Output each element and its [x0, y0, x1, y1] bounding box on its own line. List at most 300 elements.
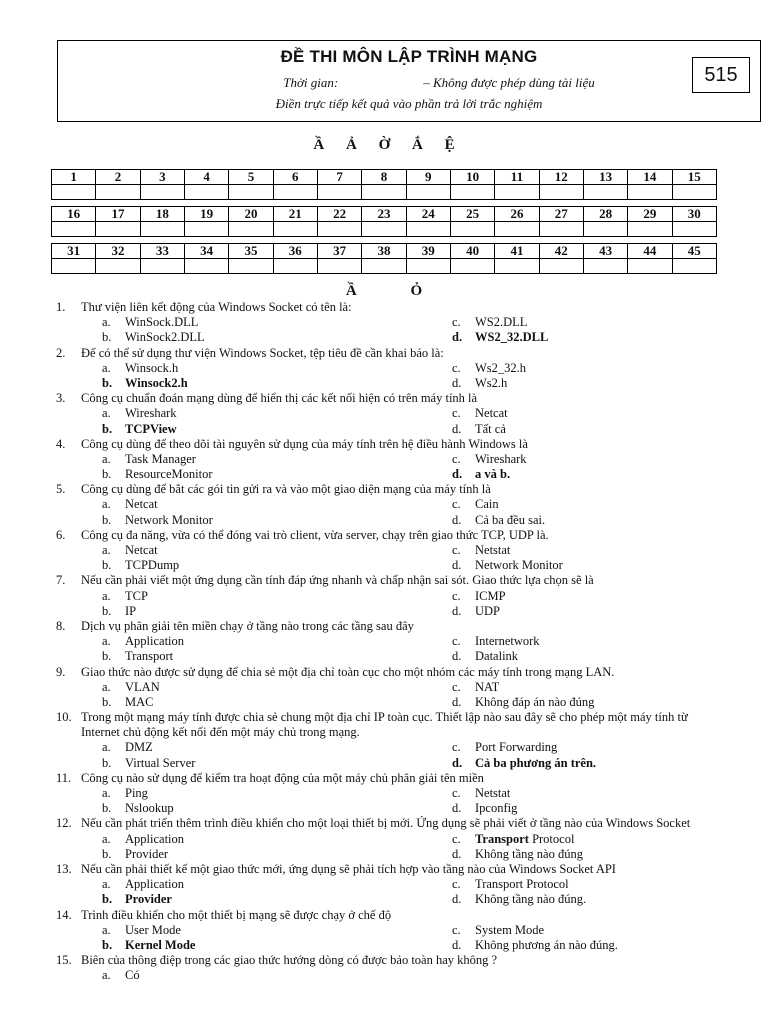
- option-text: IP: [125, 603, 137, 618]
- option-text: Netcat: [125, 497, 158, 512]
- option-text: Application: [125, 877, 185, 892]
- question-stem: [56, 391, 756, 406]
- option-text: [475, 361, 526, 376]
- option-letter: b.: [102, 421, 113, 436]
- option-text-rest: NAT: [475, 679, 500, 694]
- option-text: Cả ba phương án trên.: [475, 755, 597, 770]
- question-stem: [56, 908, 756, 923]
- answer-input-cell[interactable]: [672, 222, 716, 237]
- answer-input-cell[interactable]: [628, 222, 672, 237]
- answer-number-cell: 31: [52, 244, 96, 259]
- option-text: UDP: [475, 603, 501, 618]
- answer-number-cell: 11: [495, 170, 539, 185]
- option-letter: b.: [102, 649, 112, 664]
- option-letter: d.: [452, 892, 462, 907]
- option-text: Không đáp án nào đúng: [475, 694, 595, 709]
- option-text: [475, 832, 574, 847]
- option-row: [56, 680, 756, 695]
- option-text: [475, 497, 499, 512]
- option-letter: c.: [452, 679, 461, 694]
- answer-number-cell: 45: [672, 244, 716, 259]
- option-row: [56, 832, 756, 847]
- answer-input-cell[interactable]: [495, 222, 539, 237]
- option-row: [56, 452, 756, 467]
- answer-grid-blank-row: [52, 259, 717, 274]
- option-letter: d.: [452, 603, 462, 618]
- question-text: Công cụ dùng để theo dõi tài nguyên sử dụng của máy tính trên hệ điều hành Windows là: [81, 436, 528, 451]
- exam-rules-line2: Điền trực tiếp kết quả vào phần trả lời trắc nghiệm: [275, 96, 543, 111]
- answer-input-cell[interactable]: [140, 222, 184, 237]
- answer-input-cell[interactable]: [317, 259, 361, 274]
- option-text: Nslookup: [125, 801, 174, 816]
- answer-input-cell[interactable]: [539, 185, 583, 200]
- answer-number-cell: 27: [539, 207, 583, 222]
- option-letter: a.: [102, 451, 111, 466]
- option-row: [56, 786, 756, 801]
- question-text: Biên của thông điệp trong các giao thức hướng dòng có được bảo toàn hay không ?: [81, 953, 498, 968]
- option-text-rest: Cain: [475, 497, 499, 512]
- option-text: MAC: [125, 694, 154, 709]
- question-text: Giao thức nào được sử dụng để chia sẻ một địa chỉ toàn cục cho một nhóm các máy tính trong mạng LAN.: [81, 664, 615, 679]
- option-text: Network Monitor: [475, 558, 563, 573]
- option-letter: b.: [102, 694, 112, 709]
- option-letter: a.: [102, 922, 111, 937]
- question-number: 8.: [56, 618, 66, 633]
- answer-number-cell: 13: [583, 170, 627, 185]
- answer-number-cell: 24: [406, 207, 450, 222]
- answer-number-cell: 25: [450, 207, 494, 222]
- option-text: Netcat: [125, 543, 158, 557]
- answer-input-cell[interactable]: [229, 259, 273, 274]
- option-text: [475, 923, 544, 938]
- answer-input-cell[interactable]: [495, 185, 539, 200]
- answer-number-cell: 7: [317, 170, 361, 185]
- answer-input-cell[interactable]: [450, 259, 494, 274]
- question-text: Trình điều khiển cho một thiết bị mạng sẽ được chạy ở chế độ: [81, 907, 392, 922]
- option-letter: d.: [452, 846, 462, 861]
- no-materials-rule: – Không được phép dùng tài liệu: [423, 75, 595, 90]
- exam-title: ĐỀ THI MÔN LẬP TRÌNH MẠNG: [280, 47, 538, 66]
- answer-input-cell[interactable]: [317, 222, 361, 237]
- answer-input-cell[interactable]: [450, 222, 494, 237]
- answer-number-cell: 40: [450, 244, 494, 259]
- option-text: WinSock2.DLL: [125, 330, 205, 345]
- option-letter: c.: [452, 543, 461, 557]
- answer-input-cell[interactable]: [229, 222, 273, 237]
- answer-number-cell: 35: [229, 244, 273, 259]
- option-letter: c.: [452, 877, 461, 892]
- option-text-rest: WS2.DLL: [475, 315, 528, 330]
- option-text: [475, 589, 506, 604]
- option-letter: b.: [102, 375, 113, 390]
- answer-number-cell: 43: [583, 244, 627, 259]
- option-letter: a.: [102, 543, 111, 557]
- question-text: Thư viện liên kết động của Windows Socket có tên là:: [81, 300, 352, 314]
- option-row: [56, 558, 756, 573]
- option-text: Virtual Server: [125, 755, 196, 770]
- option-text-emphasis: Transport: [475, 831, 529, 846]
- answer-number-cell: 44: [628, 244, 672, 259]
- answer-number-cell: 1: [52, 170, 96, 185]
- question-stem: [56, 710, 756, 725]
- option-text: Transport: [125, 649, 174, 664]
- option-text: a và b.: [475, 467, 511, 482]
- question-number: 3.: [56, 391, 66, 406]
- option-letter: d.: [452, 467, 463, 482]
- option-letter: d.: [452, 375, 462, 390]
- question-stem: [56, 346, 756, 361]
- option-text: TCP: [125, 588, 148, 603]
- answer-number-cell: 34: [184, 244, 228, 259]
- question-number: 4.: [56, 436, 66, 451]
- option-letter: b.: [102, 801, 112, 816]
- answer-number-cell: 8: [362, 170, 406, 185]
- option-text-rest: System Mode: [475, 922, 545, 937]
- option-text: [475, 680, 499, 695]
- option-text: Application: [125, 634, 185, 649]
- answer-number-cell: 42: [539, 244, 583, 259]
- option-text-rest: Netstat: [475, 543, 511, 557]
- answer-grid-blank-row: [52, 222, 717, 237]
- option-letter: a.: [102, 740, 111, 755]
- question-text: Trong một mạng máy tính được chia sẻ chung một địa chỉ IP toàn cục. Thiết lập nào sau đây sẽ cho phép một máy tính từ: [81, 710, 688, 725]
- answer-number-cell: 17: [96, 207, 140, 222]
- question-text: Nếu cần phải thiết kế một giao thức mới, ứng dụng sẽ phải tích hợp vào tầng nào của Windows Socket API: [81, 861, 616, 876]
- answer-grid-number-row: [52, 170, 717, 185]
- option-text: [475, 315, 527, 330]
- question-stem: [56, 816, 756, 831]
- answer-number-cell: 16: [52, 207, 96, 222]
- option-letter: a.: [102, 968, 111, 983]
- answer-input-cell[interactable]: [495, 259, 539, 274]
- answer-input-cell[interactable]: [628, 259, 672, 274]
- option-letter: c.: [452, 497, 461, 512]
- answer-grid: [51, 169, 717, 274]
- exam-header: [57, 40, 761, 122]
- option-text: Task Manager: [125, 451, 196, 466]
- answer-grid-number-row: [52, 244, 717, 259]
- answer-input-cell[interactable]: [96, 222, 140, 237]
- option-letter: d.: [452, 512, 462, 527]
- question-stem: [56, 528, 756, 543]
- answer-number-cell: 2: [96, 170, 140, 185]
- option-text: User Mode: [125, 922, 181, 937]
- option-row: [56, 330, 756, 345]
- option-letter: b.: [102, 846, 112, 861]
- option-row: [56, 315, 756, 330]
- option-letter: b.: [102, 467, 112, 482]
- time-label: Thời gian:: [283, 75, 339, 90]
- answer-input-cell[interactable]: [52, 222, 96, 237]
- option-row: [56, 892, 756, 907]
- option-text-rest: Netstat: [475, 786, 511, 800]
- option-text: [475, 452, 527, 467]
- option-text: WS2_32.DLL: [475, 330, 549, 345]
- option-letter: c.: [452, 831, 461, 846]
- option-letter: c.: [452, 588, 461, 603]
- option-text: VLAN: [125, 679, 160, 694]
- option-row: [56, 923, 756, 938]
- option-text: Wireshark: [125, 406, 177, 421]
- answer-input-cell[interactable]: [52, 185, 96, 200]
- option-letter: a.: [102, 634, 111, 649]
- option-letter: d.: [452, 558, 462, 573]
- option-letter: b.: [102, 330, 112, 345]
- question-number: 15.: [56, 953, 72, 968]
- option-row: [56, 968, 756, 983]
- option-letter: b.: [102, 892, 113, 907]
- option-row: [56, 847, 756, 862]
- answer-input-cell[interactable]: [628, 185, 672, 200]
- answer-number-cell: 4: [184, 170, 228, 185]
- option-text: Không phương án nào đúng.: [475, 937, 618, 952]
- option-row: [56, 376, 756, 391]
- option-text: Không tầng nào đúng: [475, 846, 583, 861]
- answer-input-cell[interactable]: [539, 259, 583, 274]
- question-number: 12.: [56, 816, 72, 831]
- option-row: [56, 649, 756, 664]
- answer-number-cell: 6: [273, 170, 317, 185]
- answer-input-cell[interactable]: [406, 222, 450, 237]
- answer-input-cell[interactable]: [184, 259, 228, 274]
- option-letter: a.: [102, 877, 111, 892]
- question-stem: [56, 771, 756, 786]
- question-text: Công cụ đa năng, vừa có thể đóng vai trò client, vừa server, chạy trên giao thức TCP, UDP là.: [81, 527, 549, 542]
- option-row: [56, 513, 756, 528]
- option-text: ResourceMonitor: [125, 467, 213, 482]
- question-text: Dịch vụ phân giải tên miền chạy ở tầng nào trong các tầng sau đây: [81, 618, 414, 633]
- question-number: 7.: [56, 573, 66, 588]
- option-row: [56, 695, 756, 710]
- question-stem: [56, 573, 756, 588]
- option-text: Network Monitor: [125, 512, 213, 527]
- option-letter: a.: [102, 786, 111, 800]
- answer-input-cell[interactable]: [96, 259, 140, 274]
- option-letter: b.: [102, 512, 112, 527]
- option-row: [56, 877, 756, 892]
- answer-number-cell: 32: [96, 244, 140, 259]
- option-letter: d.: [452, 649, 462, 664]
- option-text: [475, 740, 557, 755]
- question-text: Công cụ dùng để bắt các gói tin gửi ra và vào một giao diện mạng của máy tính là: [81, 482, 491, 497]
- answer-input-cell[interactable]: [229, 185, 273, 200]
- option-letter: c.: [452, 406, 461, 421]
- option-letter: c.: [452, 740, 461, 755]
- option-text: [475, 543, 510, 558]
- question-stem: [56, 862, 756, 877]
- answer-input-cell[interactable]: [406, 185, 450, 200]
- option-letter: c.: [452, 451, 461, 466]
- question-stem: [56, 482, 756, 497]
- answer-grid-blank-row: [52, 185, 717, 200]
- answer-input-cell[interactable]: [406, 259, 450, 274]
- answer-number-cell: 9: [406, 170, 450, 185]
- option-letter: d.: [452, 421, 462, 436]
- answer-number-cell: 15: [672, 170, 716, 185]
- option-text-rest: Ws2_32.h: [475, 360, 527, 375]
- option-text: Không tầng nào đúng.: [475, 892, 587, 907]
- answer-input-cell[interactable]: [317, 185, 361, 200]
- option-letter: d.: [452, 801, 462, 816]
- answer-number-cell: 18: [140, 207, 184, 222]
- option-letter: a.: [102, 588, 111, 603]
- option-text: Ipconfig: [475, 801, 518, 816]
- answer-number-cell: 14: [628, 170, 672, 185]
- question-stem: [56, 300, 756, 315]
- question-stem: [56, 437, 756, 452]
- question-number: 13.: [56, 861, 72, 876]
- answer-number-cell: 37: [317, 244, 361, 259]
- option-text: TCPView: [125, 421, 177, 436]
- option-row: [56, 497, 756, 512]
- question-text: Nếu cần phải viết một ứng dụng cần tính đáp ứng nhanh và chấp nhận sai sót. Giao thức lựa chọn sẽ là: [81, 573, 594, 588]
- option-letter: d.: [452, 330, 463, 345]
- exam-code: 515: [692, 57, 750, 93]
- option-letter: a.: [102, 406, 111, 421]
- option-letter: a.: [102, 679, 111, 694]
- option-letter: c.: [452, 634, 461, 649]
- answer-input-cell[interactable]: [273, 185, 317, 200]
- option-letter: b.: [102, 558, 112, 573]
- answer-grid-number-row: [52, 207, 717, 222]
- answer-input-cell[interactable]: [184, 222, 228, 237]
- question-number: 1.: [56, 300, 66, 314]
- option-letter: a.: [102, 497, 111, 512]
- option-letter: b.: [102, 603, 112, 618]
- option-text-rest: Transport Protocol: [475, 877, 569, 892]
- answer-number-cell: 41: [495, 244, 539, 259]
- option-text-rest: Wireshark: [475, 451, 527, 466]
- option-row: [56, 604, 756, 619]
- question-stem: [56, 619, 756, 634]
- option-text: Có: [125, 968, 140, 983]
- option-letter: d.: [452, 694, 462, 709]
- option-row: [56, 756, 756, 771]
- question-stem: [56, 665, 756, 680]
- question-number: 6.: [56, 527, 66, 542]
- answer-number-cell: 36: [273, 244, 317, 259]
- question-text: Internet chủ động kết nối đến một máy chủ trong mạng.: [81, 725, 360, 740]
- option-row: [56, 634, 756, 649]
- answer-input-cell[interactable]: [273, 259, 317, 274]
- option-text: Kernel Mode: [125, 937, 196, 952]
- answer-input-cell[interactable]: [362, 259, 406, 274]
- option-letter: c.: [452, 360, 461, 375]
- answer-input-cell[interactable]: [539, 222, 583, 237]
- answer-input-cell[interactable]: [140, 185, 184, 200]
- option-row: [56, 406, 756, 421]
- option-text: [475, 877, 569, 892]
- question-text: Để có thể sử dụng thư viện Windows Socket, tệp tiêu đề cần khai báo là:: [81, 345, 444, 360]
- answer-input-cell[interactable]: [140, 259, 184, 274]
- answer-number-cell: 22: [317, 207, 361, 222]
- option-letter: a.: [102, 360, 111, 375]
- answer-input-cell[interactable]: [184, 185, 228, 200]
- answer-input-cell[interactable]: [96, 185, 140, 200]
- question-text: Công cụ nào sử dụng để kiểm tra hoạt động của một máy chủ phân giải tên miền: [81, 770, 484, 785]
- answer-input-cell[interactable]: [672, 259, 716, 274]
- answer-number-cell: 20: [229, 207, 273, 222]
- option-text: Ping: [125, 786, 148, 800]
- question-number: 10.: [56, 710, 72, 725]
- option-text: Datalink: [475, 649, 519, 664]
- option-row: [56, 589, 756, 604]
- question-stem-continued: [56, 725, 756, 740]
- answer-input-cell[interactable]: [52, 259, 96, 274]
- option-row: [56, 422, 756, 437]
- option-text: [475, 786, 510, 801]
- option-row: [56, 938, 756, 953]
- option-text: Provider: [125, 892, 172, 907]
- option-text-rest: Port Forwarding: [475, 740, 558, 755]
- answer-number-cell: 26: [495, 207, 539, 222]
- option-letter: c.: [452, 922, 461, 937]
- answer-input-cell[interactable]: [672, 185, 716, 200]
- option-text: Ws2.h: [475, 375, 508, 390]
- answer-input-cell[interactable]: [450, 185, 494, 200]
- answer-input-cell[interactable]: [583, 185, 627, 200]
- option-row: [56, 543, 756, 558]
- answer-number-cell: 3: [140, 170, 184, 185]
- option-text: [475, 406, 508, 421]
- option-row: [56, 361, 756, 376]
- answer-input-cell[interactable]: [362, 222, 406, 237]
- option-text: Cả ba đều sai.: [475, 512, 546, 527]
- option-text: Winsock2.h: [125, 375, 188, 390]
- answer-number-cell: 21: [273, 207, 317, 222]
- question-number: 5.: [56, 482, 66, 497]
- answer-number-cell: 19: [184, 207, 228, 222]
- option-text: [475, 634, 540, 649]
- option-text-rest: Internetwork: [475, 634, 540, 649]
- question-stem: [56, 953, 756, 968]
- option-letter: d.: [452, 755, 463, 770]
- question-text: Công cụ chuẩn đoán mạng dùng để hiển thị các kết nối hiện có trên máy tính là: [81, 391, 478, 406]
- answer-number-cell: 30: [672, 207, 716, 222]
- option-text: Winsock.h: [125, 360, 179, 375]
- answer-input-cell[interactable]: [273, 222, 317, 237]
- option-text: Tất cả: [475, 421, 506, 436]
- option-letter: d.: [452, 937, 462, 952]
- option-letter: c.: [452, 315, 461, 330]
- answer-number-cell: 28: [583, 207, 627, 222]
- answer-number-cell: 5: [229, 170, 273, 185]
- option-text: TCPDump: [125, 558, 180, 573]
- exam-rules-line1: [58, 75, 760, 91]
- option-letter: b.: [102, 755, 112, 770]
- option-text-rest: Netcat: [475, 406, 508, 421]
- option-text: Provider: [125, 846, 169, 861]
- option-letter: b.: [102, 937, 113, 952]
- answer-number-cell: 33: [140, 244, 184, 259]
- option-text-rest: ICMP: [475, 588, 506, 603]
- option-row: [56, 740, 756, 755]
- questions-section-heading: Ầ Ỏ: [345, 283, 423, 299]
- question-number: 2.: [56, 345, 66, 360]
- answer-number-cell: 10: [450, 170, 494, 185]
- question-list: [56, 300, 756, 983]
- option-letter: a.: [102, 315, 111, 330]
- answer-input-cell[interactable]: [583, 222, 627, 237]
- option-row: [56, 801, 756, 816]
- option-text: DMZ: [125, 740, 153, 755]
- answer-number-cell: 38: [362, 244, 406, 259]
- answer-input-cell[interactable]: [362, 185, 406, 200]
- answer-section-heading: Ầ Ả Ờ Ắ Ệ: [313, 137, 455, 153]
- question-text: Nếu cần phát triển thêm trình điều khiển cho một loại thiết bị mới. Ứng dụng sẽ phải viết ở tầng nào của Windows Socket: [81, 816, 691, 831]
- answer-input-cell[interactable]: [583, 259, 627, 274]
- option-row: [56, 467, 756, 482]
